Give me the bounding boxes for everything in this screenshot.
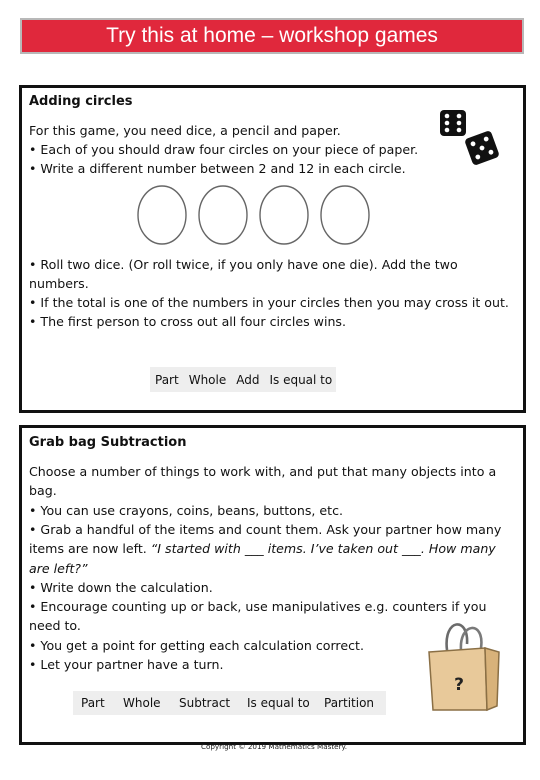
keyword: Add xyxy=(236,372,260,387)
page-banner xyxy=(20,18,524,54)
circles-illustration xyxy=(136,184,372,246)
adding-circles-panel xyxy=(19,85,526,413)
grab-keywords-bar xyxy=(73,691,386,715)
keyword: Whole xyxy=(188,372,227,387)
grab-paragraph: • You can use crayons, coins, beans, buttons, etc. xyxy=(29,503,343,518)
grab-paragraph xyxy=(29,520,517,578)
shopping-bag-icon xyxy=(425,612,503,712)
adding-keywords-bar xyxy=(150,367,336,392)
adding-circles-title: Adding circles xyxy=(29,94,133,109)
keyword: Is equal to xyxy=(269,372,333,387)
adding-rule-line: • Roll two dice. (Or roll twice, if you only have one die). Add the two numbers. xyxy=(29,257,458,292)
adding-rule-line: • If the total is one of the numbers in your circles then you may cross it out. xyxy=(29,295,509,310)
grab-bag-title: Grab bag Subtraction xyxy=(29,435,187,450)
adding-rule-line: • The first person to cross out all four circles wins. xyxy=(29,314,346,329)
copyright-text: Copyright © 2019 Mathematics Mastery. xyxy=(200,742,348,751)
grab-paragraph: Choose a number of things to work with, and put that many objects into a bag. xyxy=(29,464,497,499)
grab-instruction: • Grab a handful of the items and count them. Ask your partner how many items are now left. xyxy=(29,522,502,557)
keyword: Part xyxy=(81,696,105,710)
adding-intro-line: For this game, you need dice, a pencil and paper. xyxy=(29,123,341,138)
grab-quote: “I started with ___ items. I’ve taken out ___. How many are left?” xyxy=(29,541,496,576)
grab-paragraph: • Encourage counting up or back, use manipulatives e.g. counters if you need to. xyxy=(29,599,487,634)
grab-bag-panel xyxy=(19,425,526,751)
grab-paragraph: • Write down the calculation. xyxy=(29,580,213,595)
dice-icon xyxy=(438,108,508,173)
keyword: Is equal to xyxy=(247,696,310,710)
grab-paragraph: • Let your partner have a turn. xyxy=(29,657,224,672)
keyword: Part xyxy=(155,372,179,387)
adding-intro-line: • Each of you should draw four circles on your piece of paper. xyxy=(29,142,419,157)
bag-label: ? xyxy=(454,675,464,695)
keyword: Partition xyxy=(324,696,375,710)
keyword: Whole xyxy=(123,696,161,710)
adding-intro-line: • Write a different number between 2 and 12 in each circle. xyxy=(29,161,406,176)
page-title: Try this at home – workshop games xyxy=(106,24,438,47)
keyword: Subtract xyxy=(179,696,231,710)
grab-paragraph: • You get a point for getting each calculation correct. xyxy=(29,638,364,653)
